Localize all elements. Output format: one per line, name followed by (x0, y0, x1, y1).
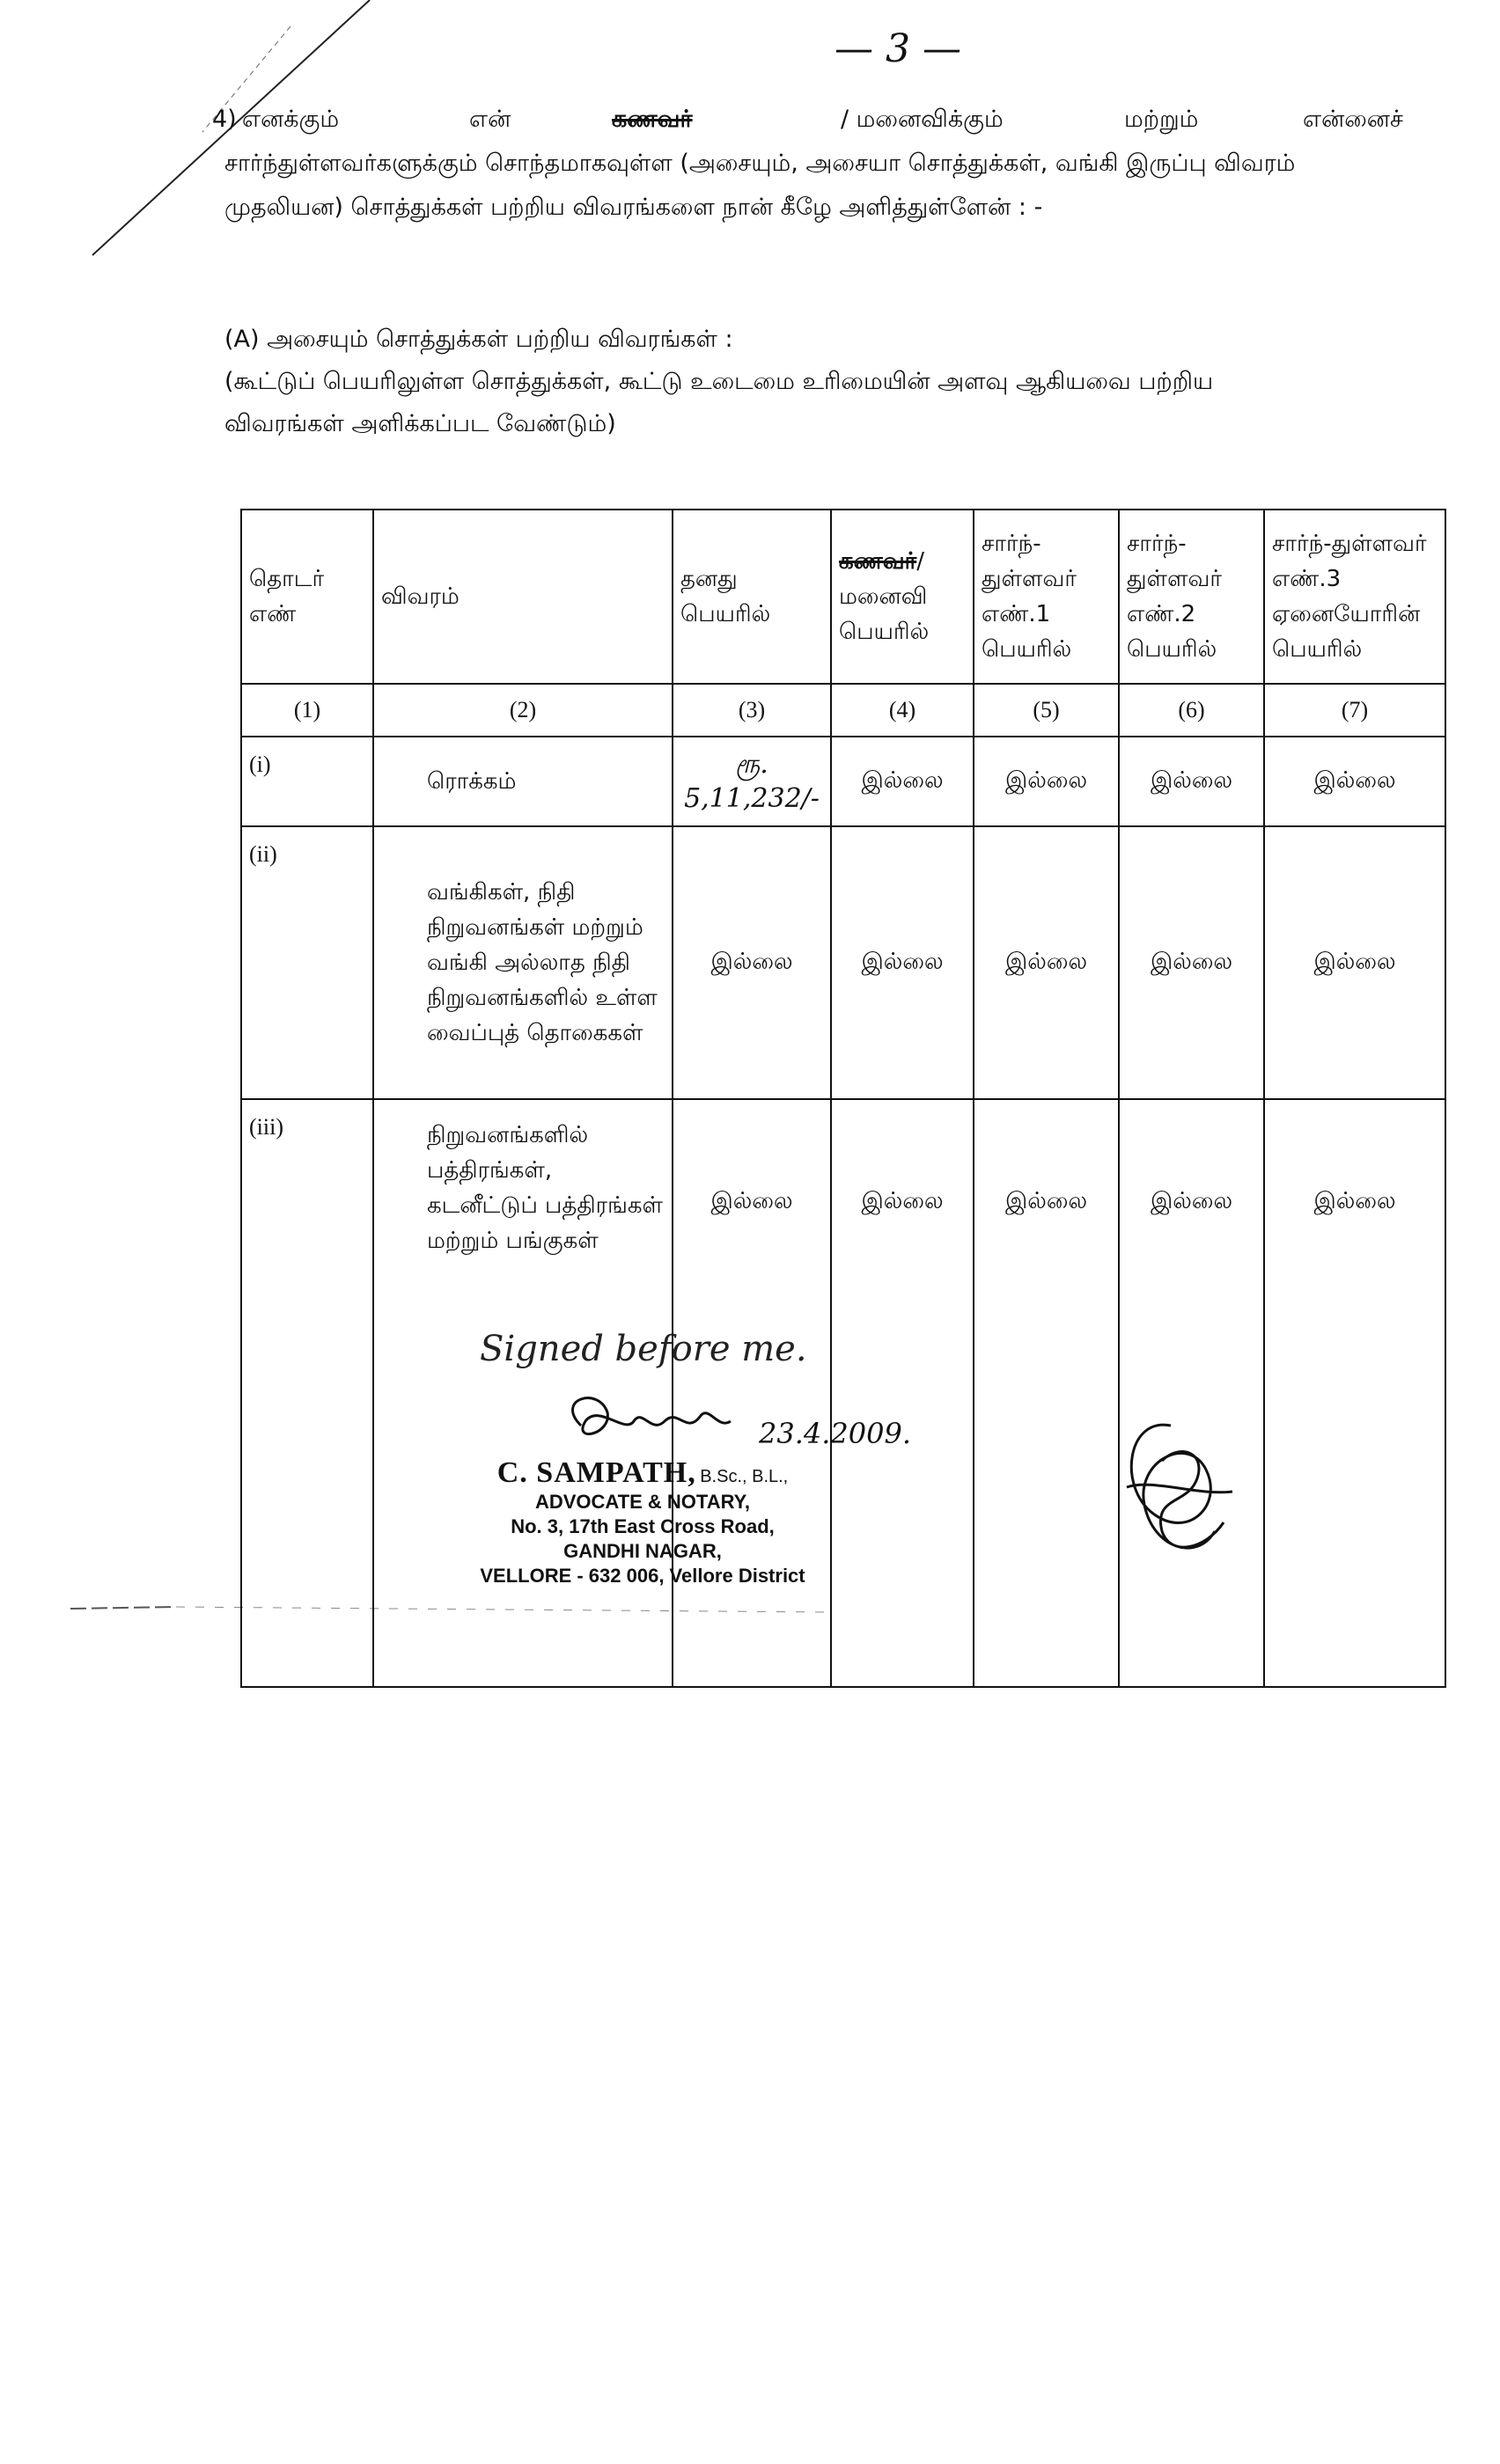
row-dep3-value: இல்லை (1264, 1099, 1445, 1687)
notary-date: 23.4.2009. (759, 1417, 912, 1450)
notary-address-2: GANDHI NAGAR, (563, 1540, 722, 1562)
notary-qualification: B.Sc., B.L., (700, 1467, 789, 1486)
intro-struck-word: கணவர் (612, 106, 693, 133)
header-spouse-name (831, 510, 974, 684)
page-number: — 3 — (835, 26, 961, 71)
header-dependent-3: சார்ந்-துள்ளவர் எண்.3 ஏனையோரின் பெயரில் (1264, 510, 1445, 684)
row-dep3-value: இல்லை (1264, 737, 1445, 826)
intro-word-5: என்னைச் (1303, 106, 1403, 133)
row-dep1-value: இல்லை (974, 826, 1119, 1099)
section-note-2: விவரங்கள் அளிக்கப்பட வேண்டும்) (224, 410, 616, 437)
row-description: ரொக்கம் (373, 737, 673, 826)
intro-word-1: எனக்கும் (242, 106, 340, 133)
signed-before-note: Signed before me. (480, 1329, 807, 1369)
row-serial: (ii) (241, 826, 373, 1099)
header-serial-no: தொடர் எண் (241, 510, 373, 684)
header-details: விவரம் (373, 510, 673, 684)
notary-signature (546, 1382, 775, 1461)
column-number: (1) (241, 684, 373, 737)
intro-paragraph (212, 99, 1422, 231)
table-row (241, 1099, 1445, 1687)
row-spouse-value: இல்லை (831, 737, 974, 826)
header-row (241, 510, 1445, 684)
intro-mark: 4) (212, 106, 237, 133)
intro-word-2: என் (469, 106, 511, 133)
row-own-value: இல்லை (673, 1099, 831, 1687)
table-row (241, 826, 1445, 1099)
notary-address-3: VELLORE - 632 006, Vellore District (480, 1565, 805, 1587)
notary-name: C. SAMPATH, (496, 1456, 696, 1489)
header-struck-husband: கணவர் (839, 548, 917, 575)
row-dep2-value: இல்லை (1119, 1099, 1264, 1687)
header-dependent-2: சார்ந்-துள்ளவர் எண்.2 பெயரில் (1119, 510, 1264, 684)
intro-word-4: மற்றும் (1124, 106, 1199, 133)
notary-title: ADVOCATE & NOTARY, (534, 1491, 751, 1513)
row-description: நிறுவனங்களில் பத்திரங்கள், கடனீட்டுப் பத்திரங்கள் மற்றும் பங்குகள் (373, 1099, 673, 1687)
row-description: வங்கிகள், நிதி நிறுவனங்கள் மற்றும் வங்கி அல்லாத நிதி நிறுவனங்களில் உள்ள வைப்புத் தொகைகள் (373, 826, 673, 1099)
intro-line-3: முதலியன) சொத்துக்கள் பற்றிய விவரங்களை நான் கீழே அளித்துள்ளேன் : - (224, 194, 1043, 221)
row-serial: (i) (241, 737, 373, 826)
row-spouse-value: இல்லை (831, 826, 974, 1099)
header-own-name: தனது பெயரில் (673, 510, 831, 684)
column-number: (4) (831, 684, 974, 737)
row-dep2-value: இல்லை (1119, 826, 1264, 1099)
row-dep2-value: இல்லை (1119, 737, 1264, 826)
row-own-value: ரூ. 5,11,232/- (673, 737, 831, 826)
row-own-value: இல்லை (673, 826, 831, 1099)
notary-address-1: No. 3, 17th East Cross Road, (511, 1515, 775, 1537)
row-serial: (iii) (241, 1099, 373, 1687)
row-dep3-value: இல்லை (1264, 826, 1445, 1099)
table-row (241, 737, 1445, 826)
column-number: (6) (1119, 684, 1264, 737)
column-number: (3) (673, 684, 831, 737)
column-number: (5) (974, 684, 1119, 737)
intro-line-2: சார்ந்துள்ளவர்களுக்கும் சொந்தமாகவுள்ள (அசையும், அசையா சொத்துக்கள், வங்கி இருப்பு விவரம் (224, 150, 1296, 177)
section-note-1: (கூட்டுப் பெயரிலுள்ள சொத்துக்கள், கூட்டு உடைமை உரிமையின் அளவு ஆகியவை பற்றிய (224, 368, 1214, 395)
row-spouse-value: இல்லை (831, 1099, 974, 1687)
column-number: (7) (1264, 684, 1445, 737)
section-heading: (A) அசையும் சொத்துக்கள் பற்றிய விவரங்கள் : (224, 326, 733, 353)
notary-stamp (423, 1456, 863, 1588)
column-number: (2) (373, 684, 673, 737)
row-dep1-value: இல்லை (974, 1099, 1119, 1687)
row-dep1-value: இல்லை (974, 737, 1119, 826)
column-number-row (241, 684, 1445, 737)
intro-word-3: / மனைவிக்கும் (841, 106, 1004, 133)
header-dependent-1: சார்ந்-துள்ளவர் எண்.1 பெயரில் (974, 510, 1119, 684)
header-spouse-label: / மனைவி பெயரில் (839, 548, 930, 645)
declarant-signature (1100, 1408, 1250, 1575)
